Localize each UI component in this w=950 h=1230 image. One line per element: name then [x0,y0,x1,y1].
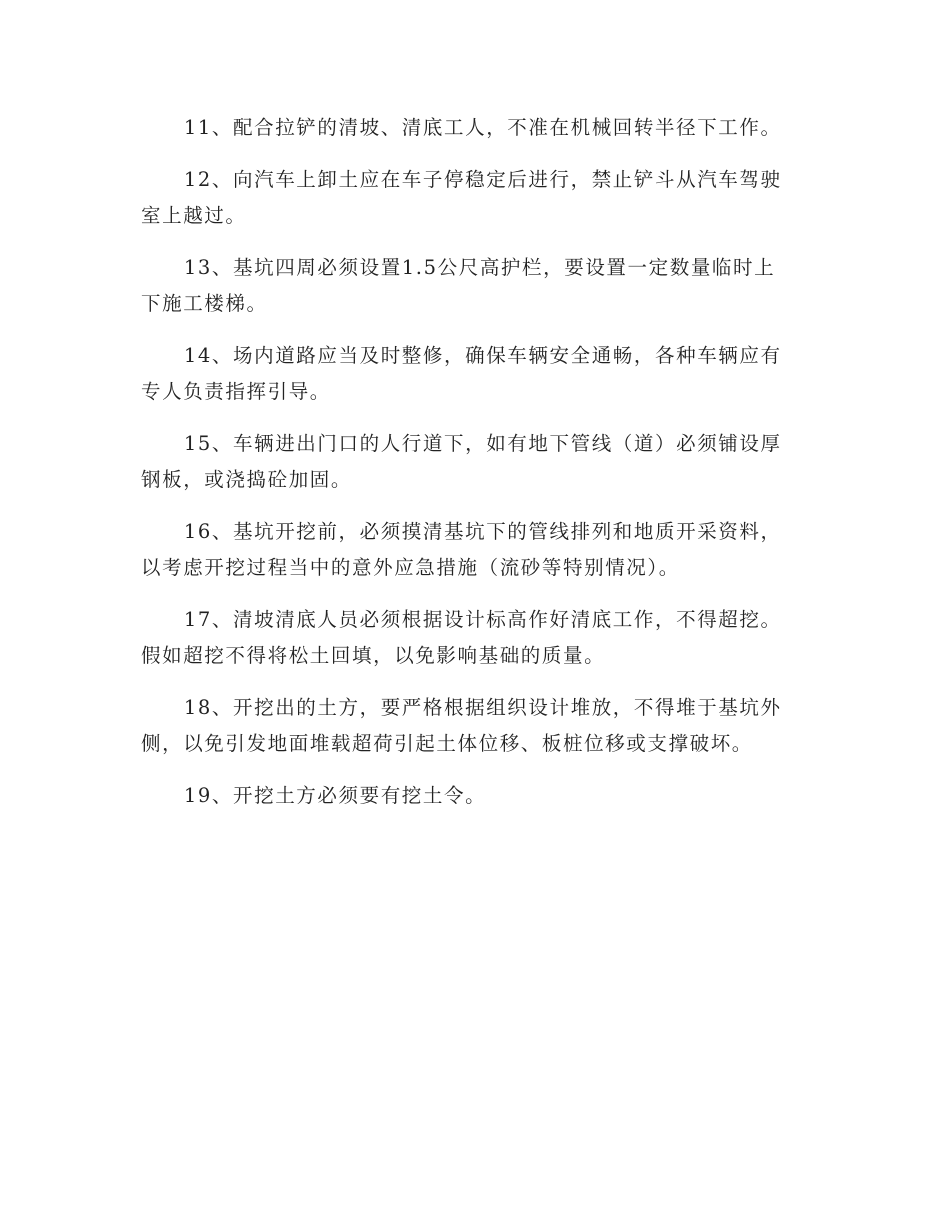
paragraph-17: 17、清坡清底人员必须根据设计标高作好清底工作，不得超挖。假如超挖不得将松土回填，以免影响基础的质量。 [141,608,782,667]
paragraph-14: 14、场内道路应当及时整修，确保车辆安全通畅，各种车辆应有专人负责指挥引导。 [141,344,782,403]
paragraph-19: 19、开挖土方必须要有挖土令。 [183,784,487,807]
paragraph-12: 12、向汽车上卸土应在车子停稳定后进行，禁止铲斗从汽车驾驶室上越过。 [141,168,782,227]
paragraph-15: 15、车辆进出门口的人行道下，如有地下管线（道）必须铺设厚钢板，或浇捣砼加固。 [141,432,782,491]
document-body [141,110,796,830]
paragraph-13: 13、基坑四周必须设置1.5公尺高护栏，要设置一定数量临时上下施工楼梯。 [141,256,776,315]
paragraph-11: 11、配合拉铲的清坡、清底工人，不准在机械回转半径下工作。 [183,116,782,139]
paragraph-16: 16、基坑开挖前，必须摸清基坑下的管线排列和地质开采资料，以考虑开挖过程当中的意外应急措施（流砂等特别情况）。 [141,520,782,579]
paragraph-18: 18、开挖出的土方，要严格根据组织设计堆放，不得堆于基坑外侧，以免引发地面堆载超荷引起土体位移、板桩位移或支撑破坏。 [141,696,782,755]
